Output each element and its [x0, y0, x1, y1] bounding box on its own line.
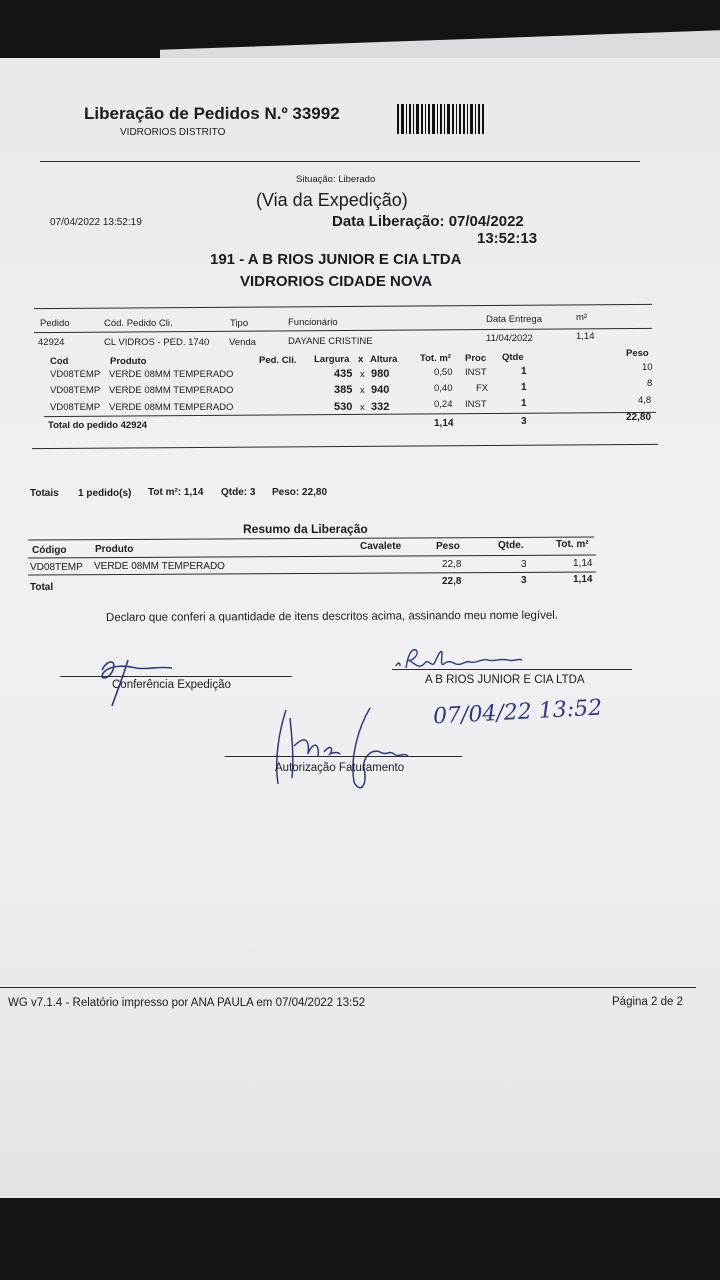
barcode-icon — [397, 104, 501, 134]
company-name: VIDRORIOS DISTRITO — [120, 127, 226, 138]
faturamento-label: Autorização Faturamento — [275, 762, 405, 774]
col-data-entrega: Data Entrega — [486, 314, 542, 325]
item-x: x — [360, 402, 365, 413]
item-cod: VD08TEMP — [50, 369, 101, 380]
item-tot-m2: 0,50 — [434, 367, 453, 378]
order-total-peso: 22,80 — [626, 412, 652, 423]
item-tot-m2: 0,24 — [434, 399, 453, 410]
summary-total-tot: 1,14 — [573, 574, 593, 585]
item-peso: 4,8 — [638, 395, 652, 406]
summary-produto: VERDE 08MM TEMPERADO — [94, 561, 225, 572]
summary-title: Resumo da Liberação — [243, 522, 368, 536]
col-m2: m² — [576, 312, 588, 323]
page-number: Página 2 de 2 — [612, 996, 683, 1008]
item-altura: 940 — [371, 384, 390, 396]
item-col-ped-cli: Ped. Cli. — [259, 355, 297, 366]
summary-tot: 1,14 — [573, 558, 593, 569]
faturamento-line — [225, 756, 462, 757]
item-col-altura: Altura — [370, 354, 398, 365]
totals-label: Totais — [30, 488, 59, 499]
summary-col-tot-m2: Tot. m² — [556, 539, 589, 550]
summary-col-codigo: Código — [32, 545, 67, 556]
order-total-qtde: 3 — [521, 416, 527, 427]
header-divider — [40, 161, 640, 162]
footer-report-info: WG v7.1.4 - Relatório impresso por ANA PAULA em 07/04/2022 13:52 — [8, 997, 366, 1009]
totals-qtde: Qtde: 3 — [221, 487, 256, 498]
summary-col-produto: Produto — [95, 544, 134, 555]
item-largura: 435 — [334, 368, 353, 380]
item-col-produto: Produto — [110, 356, 147, 367]
col-funcionario: Funcionário — [288, 317, 338, 328]
order-number: 42924 — [38, 337, 65, 348]
col-cod-pedido-cli: Cód. Pedido Cli. — [104, 318, 173, 329]
col-tipo: Tipo — [230, 318, 249, 329]
conferencia-line — [60, 676, 292, 677]
item-peso: 8 — [647, 378, 653, 389]
printed-timestamp: 07/04/2022 13:52:19 — [50, 217, 142, 228]
summary-total-label: Total — [30, 582, 54, 593]
summary-qtde: 3 — [521, 559, 527, 570]
item-largura: 530 — [334, 401, 353, 413]
client-line — [392, 669, 632, 670]
order-m2: 1,14 — [576, 331, 595, 342]
summary-total-peso: 22,8 — [442, 576, 462, 587]
item-largura: 385 — [334, 384, 353, 396]
release-date: Data Liberação: 07/04/2022 — [332, 213, 524, 230]
item-col-tot-m2: Tot. m² — [420, 353, 451, 364]
client-name: 191 - A B RIOS JUNIOR E CIA LTDA — [210, 251, 462, 268]
item-qtde: 1 — [521, 382, 527, 393]
item-col-qtde: Qtde — [502, 352, 524, 363]
col-pedido: Pedido — [40, 318, 70, 329]
item-col-proc: Proc — [465, 353, 487, 364]
item-altura: 332 — [371, 401, 390, 413]
order-delivery-date: 11/04/2022 — [486, 333, 533, 344]
order-client-code: CL VIDROS - PED. 1740 — [104, 337, 210, 348]
totals-pedidos: 1 pedido(s) — [78, 488, 132, 499]
summary-col-qtde: Qtde. — [498, 540, 524, 551]
item-cod: VD08TEMP — [50, 402, 101, 413]
totals-m2: Tot m²: 1,14 — [148, 487, 204, 498]
item-x: x — [360, 385, 365, 396]
totals-peso: Peso: 22,80 — [272, 487, 328, 498]
item-proc: INST — [465, 399, 487, 410]
document-title: Liberação de Pedidos N.º 33992 — [84, 104, 340, 123]
conferencia-label: Conferência Expedição — [112, 679, 231, 691]
item-col-largura: Largura — [314, 354, 350, 365]
via-title: (Via da Expedição) — [256, 190, 408, 210]
summary-codigo: VD08TEMP — [30, 562, 83, 573]
item-altura: 980 — [371, 368, 390, 380]
faturamento-signature — [250, 698, 420, 798]
summary-total-qtde: 3 — [521, 575, 527, 586]
client-handwritten-date: 07/04/22 13:52 — [432, 695, 603, 730]
summary-col-cavalete: Cavalete — [360, 541, 402, 552]
item-produto: VERDE 08MM TEMPERADO — [109, 402, 234, 413]
summary-peso: 22,8 — [442, 559, 462, 570]
item-qtde: 1 — [521, 398, 527, 409]
declaration-text: Declaro que conferi a quantidade de itens descritos acima, assinando meu nome legível. — [105, 609, 558, 624]
order-total-m2: 1,14 — [434, 418, 454, 429]
situation-label: Situação: Liberado — [296, 174, 376, 185]
item-tot-m2: 0,40 — [434, 383, 453, 394]
release-time: 13:52:13 — [477, 230, 538, 247]
item-proc: INST — [465, 367, 487, 378]
item-proc: FX — [476, 383, 489, 394]
client-signature-label: A B RIOS JUNIOR E CIA LTDA — [425, 674, 585, 686]
item-qtde: 1 — [521, 366, 527, 377]
client-store: VIDRORIOS CIDADE NOVA — [240, 273, 433, 290]
order-employee: DAYANE CRISTINE — [288, 336, 373, 347]
order-type: Venda — [229, 337, 256, 348]
item-x: x — [360, 369, 365, 380]
footer-divider — [0, 987, 696, 988]
item-produto: VERDE 08MM TEMPERADO — [109, 385, 234, 396]
item-col-cod: Cod — [50, 356, 69, 367]
item-peso: 10 — [642, 362, 653, 373]
item-cod: VD08TEMP — [50, 385, 101, 396]
summary-col-peso: Peso — [436, 541, 460, 552]
order-total-label: Total do pedido 42924 — [48, 420, 148, 431]
item-col-peso: Peso — [626, 348, 649, 359]
item-produto: VERDE 08MM TEMPERADO — [109, 369, 234, 380]
item-col-x: x — [358, 354, 364, 365]
